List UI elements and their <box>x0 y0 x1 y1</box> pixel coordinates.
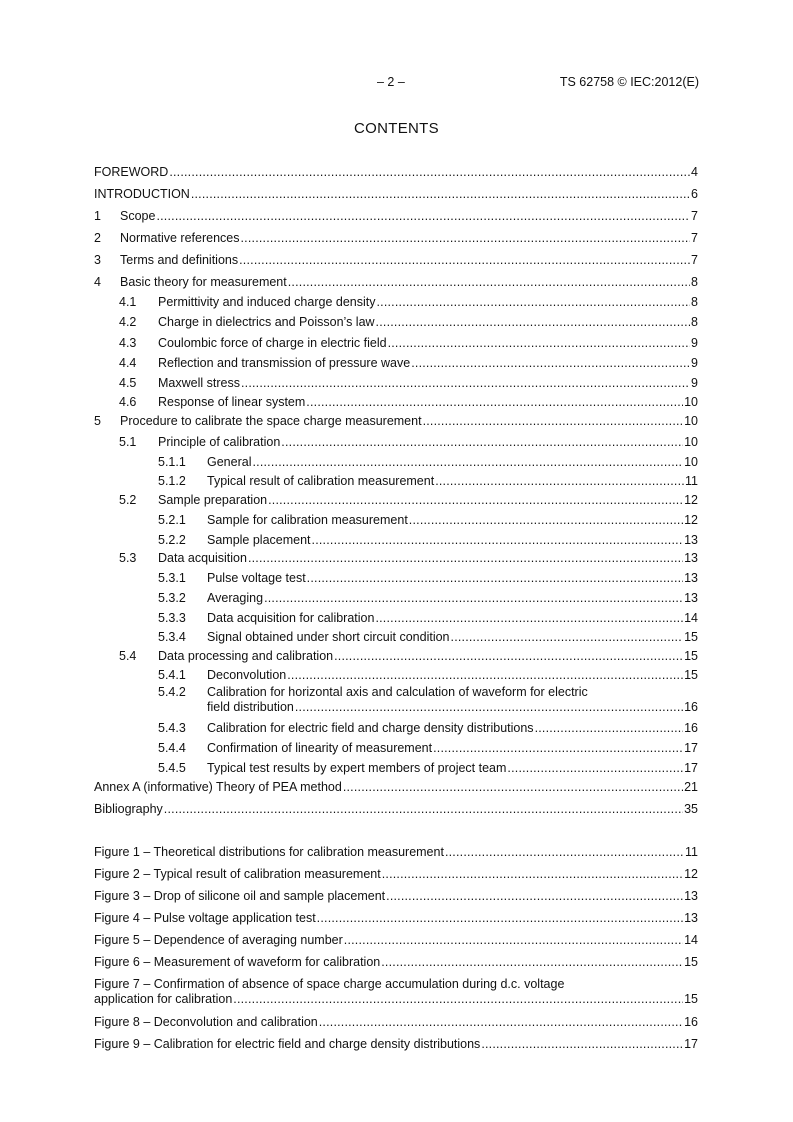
toc-entry[interactable] <box>94 533 698 548</box>
toc-entry[interactable] <box>94 685 698 715</box>
toc-entry-title: Sample placement <box>207 533 311 547</box>
toc-entry-number: 5.2.2 <box>158 533 186 547</box>
dot-leader <box>375 611 683 626</box>
toc-entry-page: 7 <box>691 231 698 245</box>
toc-entry-number: 5.3.1 <box>158 571 186 585</box>
toc-entry[interactable] <box>94 721 698 736</box>
toc-entry[interactable] <box>94 395 698 410</box>
toc-entry-title: Scope <box>120 209 156 223</box>
toc-entry-page: 15 <box>684 649 698 663</box>
figure-entry[interactable] <box>94 1015 698 1030</box>
toc-entry-number: 4.6 <box>119 395 137 409</box>
dot-leader <box>388 336 690 351</box>
toc-entry-page: 4 <box>691 165 698 179</box>
toc-entry-page: 15 <box>684 668 698 682</box>
toc-entry-title: Deconvolution <box>207 668 287 682</box>
toc-entry-number: 2 <box>94 231 101 245</box>
toc-entry-page: 16 <box>684 721 698 735</box>
toc-entry-title: Annex A (informative) Theory of PEA method <box>94 780 342 794</box>
toc-entry-title: Confirmation of linearity of measurement <box>207 741 433 755</box>
toc-entry[interactable] <box>94 761 698 776</box>
toc-entry[interactable] <box>94 741 698 756</box>
toc-entry-number: 5.4 <box>119 649 137 663</box>
contents-title: CONTENTS <box>354 120 439 137</box>
dot-leader <box>435 474 684 489</box>
figure-entry-title: Figure 1 – Theoretical distributions for calibration measurement <box>94 845 444 859</box>
dot-leader <box>386 889 683 904</box>
toc-entry[interactable] <box>94 474 698 489</box>
dot-leader <box>334 649 683 664</box>
dot-leader <box>376 295 690 310</box>
dot-leader <box>319 1015 683 1030</box>
toc-entry-page: 7 <box>691 209 698 223</box>
figure-entry-page: 16 <box>684 1015 698 1029</box>
toc-entry-number: 4.1 <box>119 295 137 309</box>
figure-entry-title: Figure 3 – Drop of silicone oil and sample placement <box>94 889 386 903</box>
dot-leader <box>382 867 683 882</box>
figure-entry[interactable] <box>94 933 698 948</box>
figure-entry[interactable] <box>94 867 698 882</box>
dot-leader <box>423 414 684 429</box>
toc-entry-page: 8 <box>691 315 698 329</box>
toc-entry-page: 9 <box>691 356 698 370</box>
toc-entry-page: 16 <box>684 700 698 714</box>
figure-entry-title: Figure 2 – Typical result of calibration measurement <box>94 867 381 881</box>
figure-entry-page: 12 <box>684 867 698 881</box>
toc-entry-title: Calibration for horizontal axis and calculation of waveform for electric <box>207 685 588 699</box>
toc-entry[interactable] <box>94 513 698 528</box>
toc-entry-title: Data processing and calibration <box>158 649 334 663</box>
toc-entry[interactable] <box>94 275 698 290</box>
dot-leader <box>381 955 683 970</box>
toc-entry[interactable] <box>94 435 698 450</box>
dot-leader <box>164 802 683 817</box>
figure-entry-title: Figure 6 – Measurement of waveform for calibration <box>94 955 381 969</box>
toc-entry-number: 4.2 <box>119 315 137 329</box>
toc-entry-number: 1 <box>94 209 101 223</box>
dot-leader <box>264 591 683 606</box>
toc-entry-title: Charge in dielectrics and Poisson’s law <box>158 315 375 329</box>
toc-entry[interactable] <box>94 780 698 795</box>
toc-entry-number: 4.3 <box>119 336 137 350</box>
toc-entry-number: 5.4.4 <box>158 741 186 755</box>
toc-entry-page: 11 <box>685 474 698 488</box>
toc-entry-page: 17 <box>684 741 698 755</box>
toc-entry[interactable] <box>94 802 698 817</box>
dot-leader <box>535 721 684 736</box>
figure-entry-page: 14 <box>684 933 698 947</box>
toc-entry-title: Data acquisition for calibration <box>207 611 375 625</box>
figure-entry[interactable] <box>94 845 698 860</box>
toc-entry-page: 8 <box>691 295 698 309</box>
toc-entry-title: Permittivity and induced charge density <box>158 295 376 309</box>
dot-leader <box>451 630 684 645</box>
toc-entry[interactable] <box>94 231 698 246</box>
toc-entry-title: Sample preparation <box>158 493 268 507</box>
dot-leader <box>241 231 691 246</box>
dot-leader <box>287 668 683 683</box>
dot-leader <box>445 845 684 860</box>
toc-entry-page: 15 <box>684 630 698 644</box>
toc-entry[interactable] <box>94 414 698 429</box>
figure-entry[interactable] <box>94 977 698 1007</box>
dot-leader <box>317 911 683 926</box>
toc-entry-page: 10 <box>684 395 698 409</box>
dot-leader <box>248 551 683 566</box>
toc-entry-title: Terms and definitions <box>120 253 239 267</box>
toc-entry-title: Sample for calibration measurement <box>207 513 408 527</box>
figure-entry-page: 11 <box>685 845 698 859</box>
toc-entry-title: Normative references <box>120 231 240 245</box>
toc-entry-title: Typical result of calibration measurement <box>207 474 435 488</box>
toc-entry-number: 4.5 <box>119 376 137 390</box>
toc-entry-number: 4 <box>94 275 101 289</box>
toc-entry[interactable] <box>94 295 698 310</box>
figure-entry-page: 13 <box>684 911 698 925</box>
toc-entry-number: 5.3.2 <box>158 591 186 605</box>
toc-entry-number: 5.1.1 <box>158 455 186 469</box>
dot-leader <box>306 395 683 410</box>
dot-leader <box>376 315 691 330</box>
toc-entry[interactable] <box>94 591 698 606</box>
toc-entry-title: Calibration for electric field and charge density distributions <box>207 721 534 735</box>
dot-leader <box>233 992 683 1007</box>
figure-entry-title: Figure 5 – Dependence of averaging number <box>94 933 343 947</box>
dot-leader <box>481 1037 683 1052</box>
figure-entry[interactable] <box>94 955 698 970</box>
toc-entry-page: 7 <box>691 253 698 267</box>
toc-entry-number: 5.3.4 <box>158 630 186 644</box>
toc-entry-page: 12 <box>684 513 698 527</box>
toc-entry[interactable] <box>94 571 698 586</box>
dot-leader <box>411 356 690 371</box>
dot-leader <box>433 741 683 756</box>
toc-entry-number: 4.4 <box>119 356 137 370</box>
toc-entry-title: Coulombic force of charge in electric field <box>158 336 387 350</box>
toc-entry-page: 9 <box>691 376 698 390</box>
dot-leader <box>409 513 683 528</box>
toc-entry[interactable] <box>94 187 698 202</box>
toc-entry-page: 8 <box>691 275 698 289</box>
toc-entry-number: 5.3.3 <box>158 611 186 625</box>
figure-entry-title: Figure 4 – Pulse voltage application test <box>94 911 316 925</box>
dot-leader <box>307 571 683 586</box>
page-number: – 2 – <box>377 75 405 89</box>
toc-entry-page: 17 <box>684 761 698 775</box>
dot-leader <box>312 533 684 548</box>
document-reference: TS 62758 © IEC:2012(E) <box>559 75 699 89</box>
toc-entry[interactable] <box>94 356 698 371</box>
toc-entry[interactable] <box>94 253 698 268</box>
toc-entry-page: 14 <box>684 611 698 625</box>
figure-entry-title: Figure 8 – Deconvolution and calibration <box>94 1015 318 1029</box>
dot-leader <box>507 761 683 776</box>
toc-entry[interactable] <box>94 376 698 391</box>
toc-entry-title: Response of linear system <box>158 395 306 409</box>
toc-entry-page: 6 <box>691 187 698 201</box>
toc-entry-title: Principle of calibration <box>158 435 281 449</box>
toc-entry-page: 10 <box>684 435 698 449</box>
toc-entry-number: 5.3 <box>119 551 137 565</box>
toc-entry-number: 5.4.3 <box>158 721 186 735</box>
toc-entry-title-continued: field distribution <box>207 700 294 714</box>
figure-entry-page: 17 <box>684 1037 698 1051</box>
toc-entry-page: 13 <box>684 533 698 547</box>
toc-entry[interactable] <box>94 551 698 566</box>
toc-entry-page: 13 <box>684 551 698 565</box>
toc-entry-page: 21 <box>684 780 698 794</box>
dot-leader <box>281 435 683 450</box>
toc-entry-title: Maxwell stress <box>158 376 240 390</box>
toc-entry-number: 5.2 <box>119 493 137 507</box>
figure-entry-title-continued: application for calibration <box>94 992 233 1006</box>
toc-entry[interactable] <box>94 649 698 664</box>
dot-leader <box>252 455 683 470</box>
toc-entry-page: 13 <box>684 571 698 585</box>
dot-leader <box>239 253 690 268</box>
toc-entry-page: 35 <box>684 802 698 816</box>
figure-entry[interactable] <box>94 889 698 904</box>
toc-entry-title: Averaging <box>207 591 264 605</box>
toc-entry-title: Reflection and transmission of pressure wave <box>158 356 411 370</box>
toc-entry-number: 5 <box>94 414 101 428</box>
toc-entry-title: Bibliography <box>94 802 163 816</box>
toc-entry-number: 3 <box>94 253 101 267</box>
toc-entry-number: 5.4.2 <box>158 685 186 699</box>
toc-entry[interactable] <box>94 668 698 683</box>
toc-entry-page: 10 <box>684 455 698 469</box>
toc-entry-page: 10 <box>684 414 698 428</box>
dot-leader <box>156 209 690 224</box>
toc-entry-title: General <box>207 455 252 469</box>
dot-leader <box>191 187 690 202</box>
toc-entry[interactable] <box>94 630 698 645</box>
figure-entry-page: 13 <box>684 889 698 903</box>
figure-entry-page: 15 <box>684 955 698 969</box>
toc-entry-title: Basic theory for measurement <box>120 275 287 289</box>
dot-leader <box>295 700 683 715</box>
toc-entry[interactable] <box>94 165 698 180</box>
toc-entry-number: 5.4.1 <box>158 668 186 682</box>
figure-entry[interactable] <box>94 911 698 926</box>
toc-entry-title: INTRODUCTION <box>94 187 190 201</box>
toc-entry-number: 5.2.1 <box>158 513 186 527</box>
figure-entry[interactable] <box>94 1037 698 1052</box>
dot-leader <box>344 933 683 948</box>
toc-entry[interactable] <box>94 493 698 508</box>
toc-entry-page: 9 <box>691 336 698 350</box>
toc-entry-title: Pulse voltage test <box>207 571 306 585</box>
toc-entry-number: 5.4.5 <box>158 761 186 775</box>
toc-entry-title: FOREWORD <box>94 165 169 179</box>
toc-entry-title: Signal obtained under short circuit condition <box>207 630 450 644</box>
toc-entry-page: 13 <box>684 591 698 605</box>
toc-entry[interactable] <box>94 336 698 351</box>
figure-entry-title: Figure 7 – Confirmation of absence of space charge accumulation during d.c. voltage <box>94 977 565 991</box>
dot-leader <box>241 376 690 391</box>
toc-entry-title: Procedure to calibrate the space charge measurement <box>120 414 422 428</box>
toc-entry[interactable] <box>94 455 698 470</box>
toc-entry[interactable] <box>94 209 698 224</box>
toc-entry-number: 5.1.2 <box>158 474 186 488</box>
toc-entry-number: 5.1 <box>119 435 137 449</box>
dot-leader <box>268 493 683 508</box>
toc-entry[interactable] <box>94 315 698 330</box>
toc-entry-page: 12 <box>684 493 698 507</box>
toc-entry-title: Data acquisition <box>158 551 247 565</box>
toc-entry[interactable] <box>94 611 698 626</box>
figure-entry-page: 15 <box>684 992 698 1006</box>
dot-leader <box>343 780 683 795</box>
figure-entry-title: Figure 9 – Calibration for electric field and charge density distributions <box>94 1037 481 1051</box>
dot-leader <box>169 165 690 180</box>
toc-entry-title: Typical test results by expert members of project team <box>207 761 507 775</box>
dot-leader <box>288 275 690 290</box>
